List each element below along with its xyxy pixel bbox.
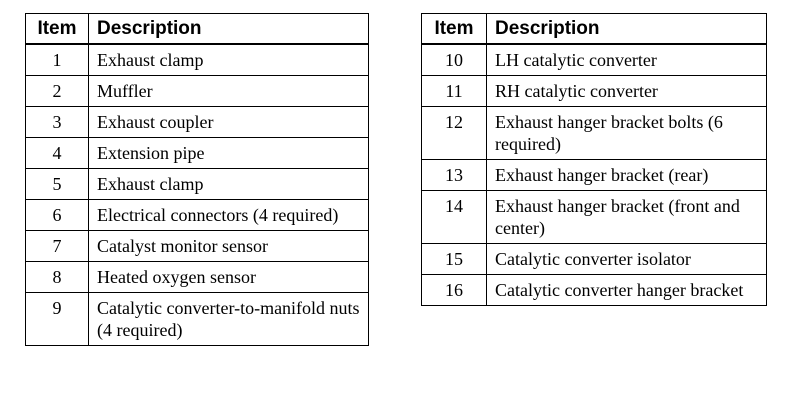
table-row <box>26 169 369 200</box>
item-description: Catalytic converter-to-manifold nuts (4 required) <box>89 293 369 346</box>
table-row <box>422 76 767 107</box>
table-row <box>26 44 369 76</box>
item-number: 5 <box>26 169 89 200</box>
item-description: Exhaust clamp <box>89 44 369 76</box>
table-row <box>422 160 767 191</box>
table-row <box>422 191 767 244</box>
description-column-header: Description <box>89 14 369 45</box>
item-column-header: Item <box>422 14 487 45</box>
item-description: Catalytic converter isolator <box>487 244 767 275</box>
item-number: 4 <box>26 138 89 169</box>
item-number: 15 <box>422 244 487 275</box>
item-number: 6 <box>26 200 89 231</box>
item-description: Exhaust hanger bracket (rear) <box>487 160 767 191</box>
parts-table-left <box>25 13 369 346</box>
table-row <box>26 76 369 107</box>
item-description: Catalyst monitor sensor <box>89 231 369 262</box>
item-description: Extension pipe <box>89 138 369 169</box>
item-description: Catalytic converter hanger bracket <box>487 275 767 306</box>
item-number: 13 <box>422 160 487 191</box>
table-row <box>26 262 369 293</box>
item-description: RH catalytic converter <box>487 76 767 107</box>
item-number: 9 <box>26 293 89 346</box>
item-number: 1 <box>26 44 89 76</box>
item-description: Exhaust coupler <box>89 107 369 138</box>
item-description: Exhaust hanger bracket bolts (6 required) <box>487 107 767 160</box>
item-number: 14 <box>422 191 487 244</box>
item-number: 10 <box>422 44 487 76</box>
item-description: Heated oxygen sensor <box>89 262 369 293</box>
item-number: 12 <box>422 107 487 160</box>
table-row <box>26 200 369 231</box>
item-number: 7 <box>26 231 89 262</box>
item-number: 8 <box>26 262 89 293</box>
table-header-row <box>26 14 369 45</box>
item-description: LH catalytic converter <box>487 44 767 76</box>
item-description: Exhaust hanger bracket (front and center) <box>487 191 767 244</box>
table-header-row <box>422 14 767 45</box>
table-row <box>26 107 369 138</box>
item-number: 11 <box>422 76 487 107</box>
item-description: Exhaust clamp <box>89 169 369 200</box>
table-row <box>26 138 369 169</box>
table-row <box>26 293 369 346</box>
table-row <box>26 231 369 262</box>
item-number: 16 <box>422 275 487 306</box>
table-row <box>422 244 767 275</box>
table-row <box>422 44 767 76</box>
table-row <box>422 275 767 306</box>
parts-table-right <box>421 13 767 306</box>
item-description: Muffler <box>89 76 369 107</box>
item-description: Electrical connectors (4 required) <box>89 200 369 231</box>
item-number: 3 <box>26 107 89 138</box>
description-column-header: Description <box>487 14 767 45</box>
item-column-header: Item <box>26 14 89 45</box>
table-row <box>422 107 767 160</box>
item-number: 2 <box>26 76 89 107</box>
